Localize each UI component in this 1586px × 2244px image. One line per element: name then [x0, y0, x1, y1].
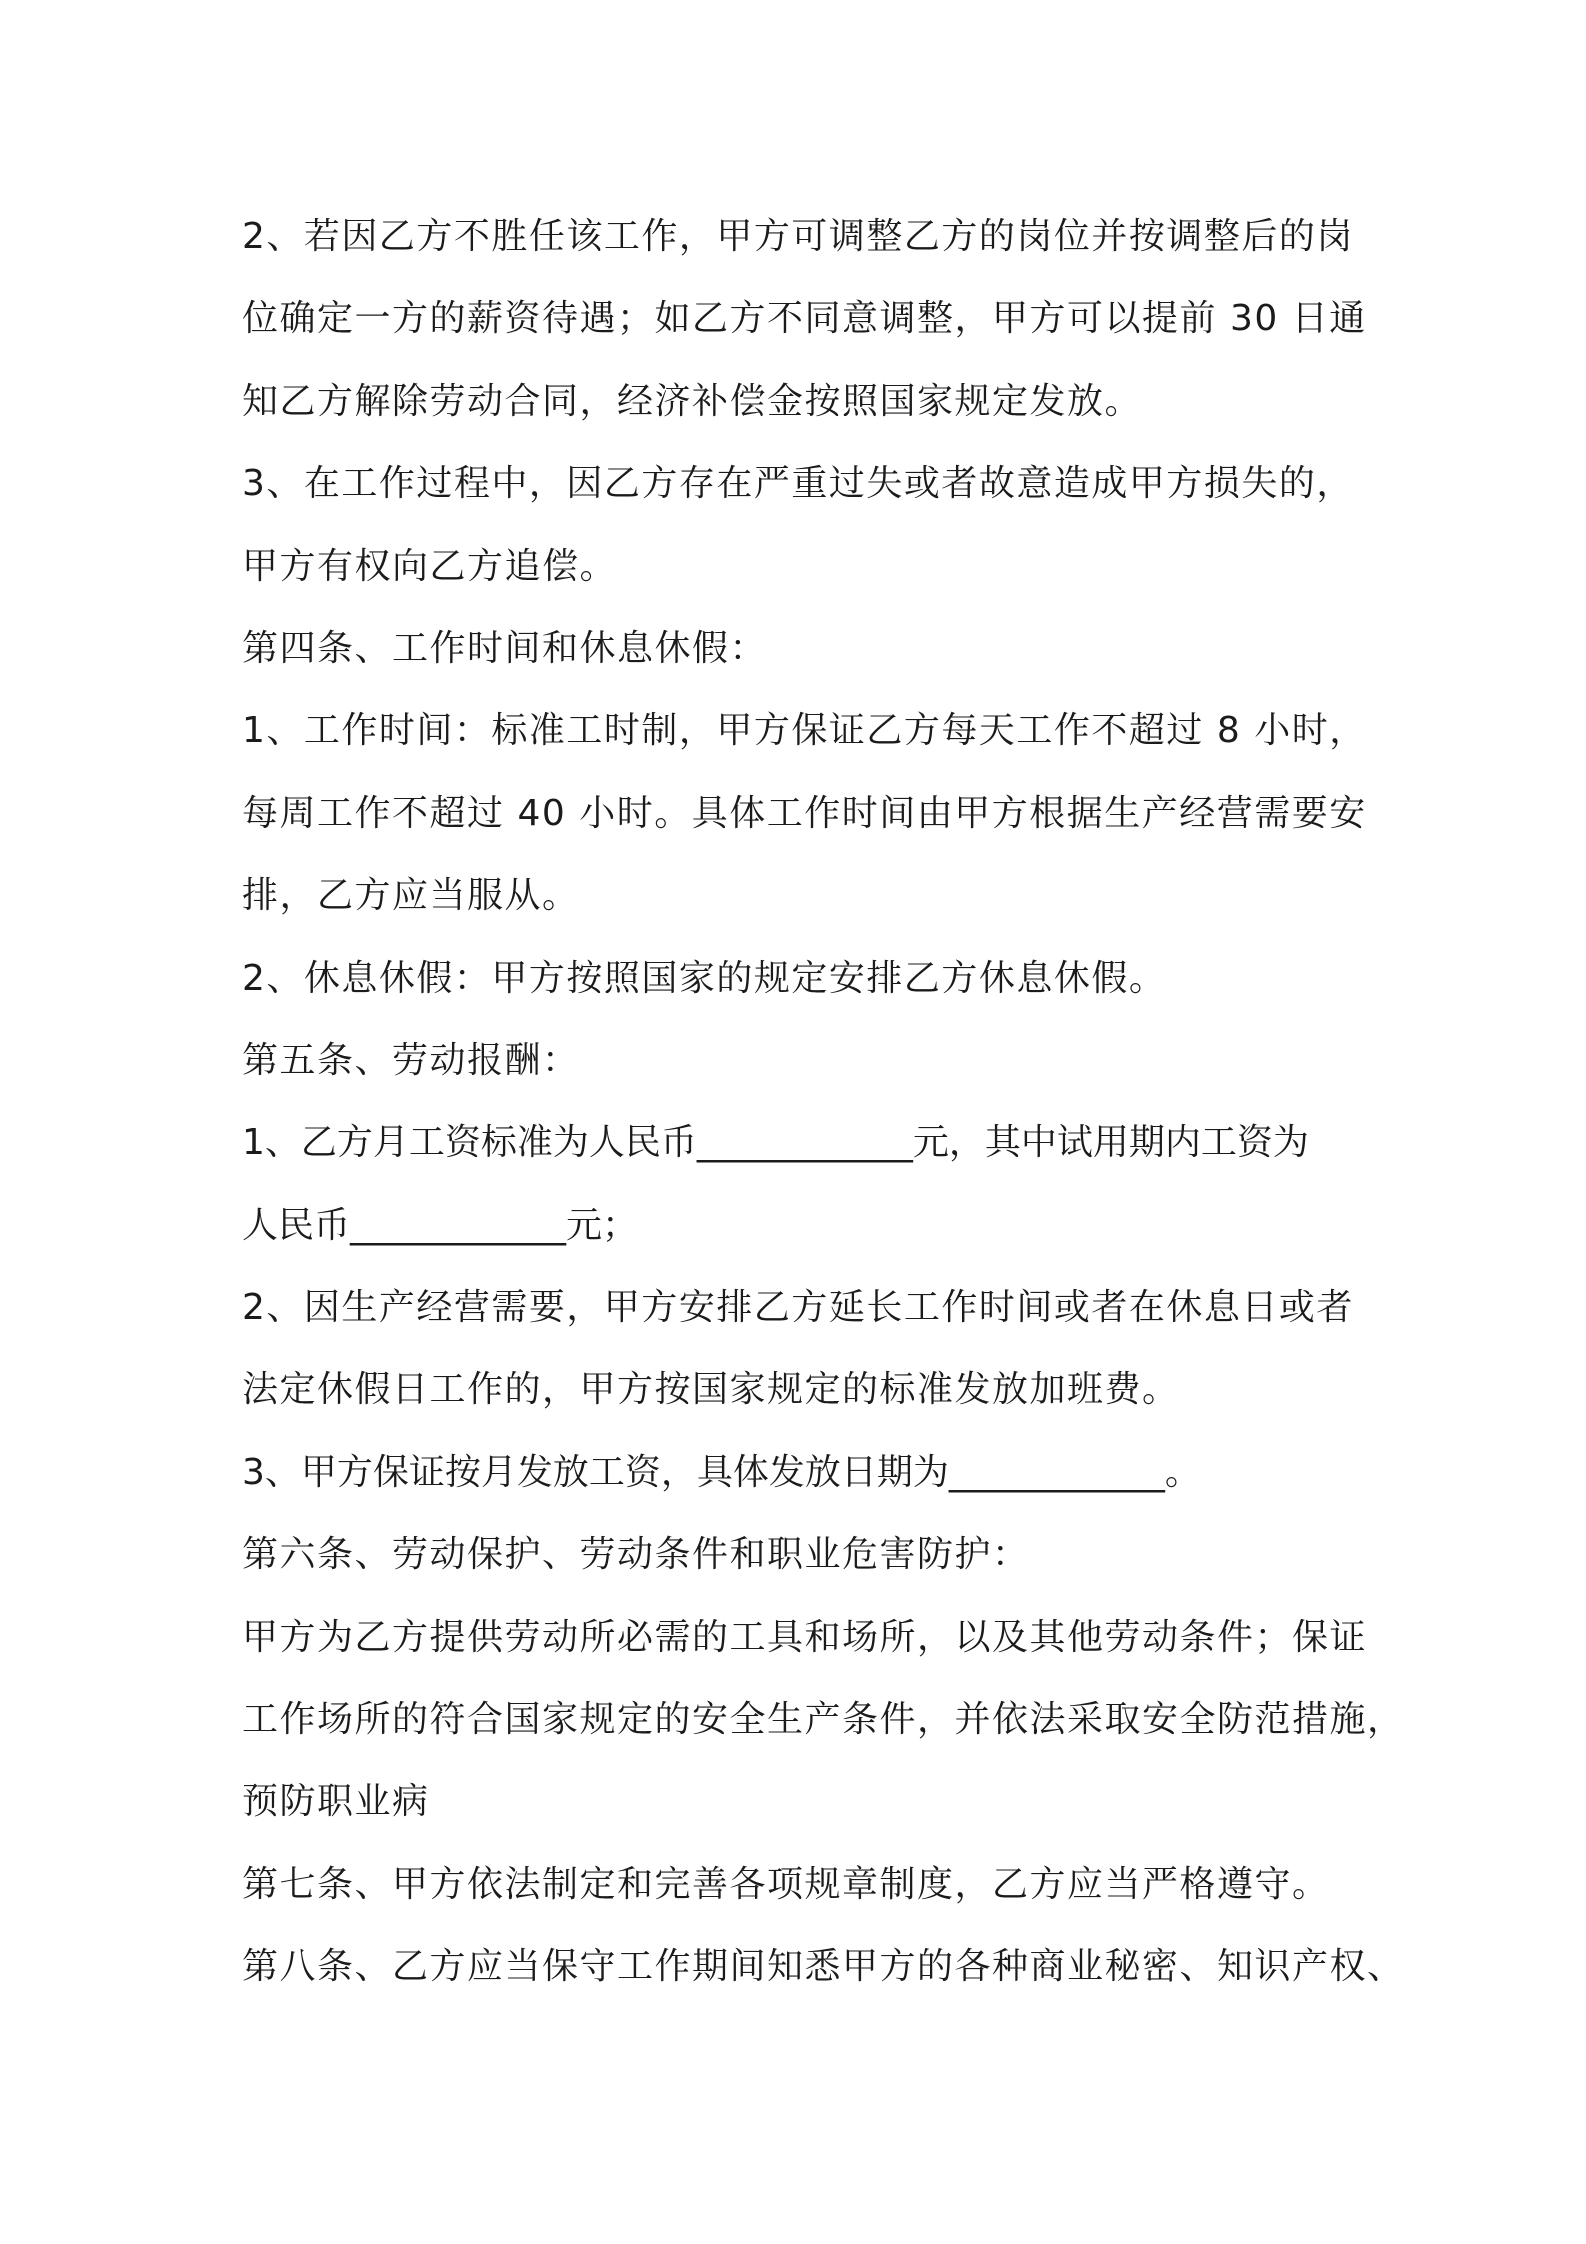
document-body [242, 196, 1405, 2009]
text-line: 3、在工作过程中，因乙方存在严重过失或者故意造成甲方损失的， [242, 463, 1354, 505]
section-heading: 第四条、工作时间和休息休假： [242, 627, 768, 669]
text-line: 甲方有权向乙方追偿。 [242, 545, 618, 587]
section-heading: 第六条、劳动保护、劳动条件和职业危害防护： [242, 1534, 1030, 1576]
text-line: 知乙方解除劳动合同，经济补偿金按照国家规定发放。 [242, 380, 1143, 422]
text-line: 人民币____________元； [242, 1204, 639, 1246]
text-line: 2、若因乙方不胜任该工作，甲方可调整乙方的岗位并按调整后的岗 [242, 216, 1354, 257]
text-line: 排，乙方应当服从。 [242, 875, 580, 917]
text-line: 法定休假日工作的，甲方按国家规定的标准发放加班费。 [242, 1369, 1180, 1411]
text-line: 2、因生产经营需要，甲方安排乙方延长工作时间或者在休息日或者 [242, 1287, 1354, 1329]
section-heading: 第八条、乙方应当保守工作期间知悉甲方的各种商业秘密、知识产权、 [242, 1946, 1405, 1988]
text-line: 3、甲方保证按月发放工资，具体发放日期为____________。 [242, 1451, 1201, 1493]
text-line: 每周工作不超过 40 小时。具体工作时间由甲方根据生产经营需要安 [242, 792, 1367, 834]
text-line: 1、工作时间：标准工时制，甲方保证乙方每天工作不超过 8 小时， [242, 710, 1367, 752]
text-line: 甲方为乙方提供劳动所必需的工具和场所，以及其他劳动条件；保证 [242, 1616, 1368, 1658]
text-line: 预防职业病 [242, 1781, 430, 1823]
text-line: 工作场所的符合国家规定的安全生产条件，并依法采取安全防范措施， [242, 1699, 1405, 1741]
section-heading: 第七条、甲方依法制定和完善各项规章制度，乙方应当严格遵守。 [242, 1863, 1330, 1905]
text-line: 2、休息休假：甲方按照国家的规定安排乙方休息休假。 [242, 957, 1167, 999]
section-heading: 第五条、劳动报酬： [242, 1039, 580, 1081]
text-line: 1、乙方月工资标准为人民币____________元，其中试用期内工资为 [242, 1122, 1309, 1164]
text-line: 位确定一方的薪资待遇；如乙方不同意调整，甲方可以提前 30 日通 [242, 298, 1367, 340]
